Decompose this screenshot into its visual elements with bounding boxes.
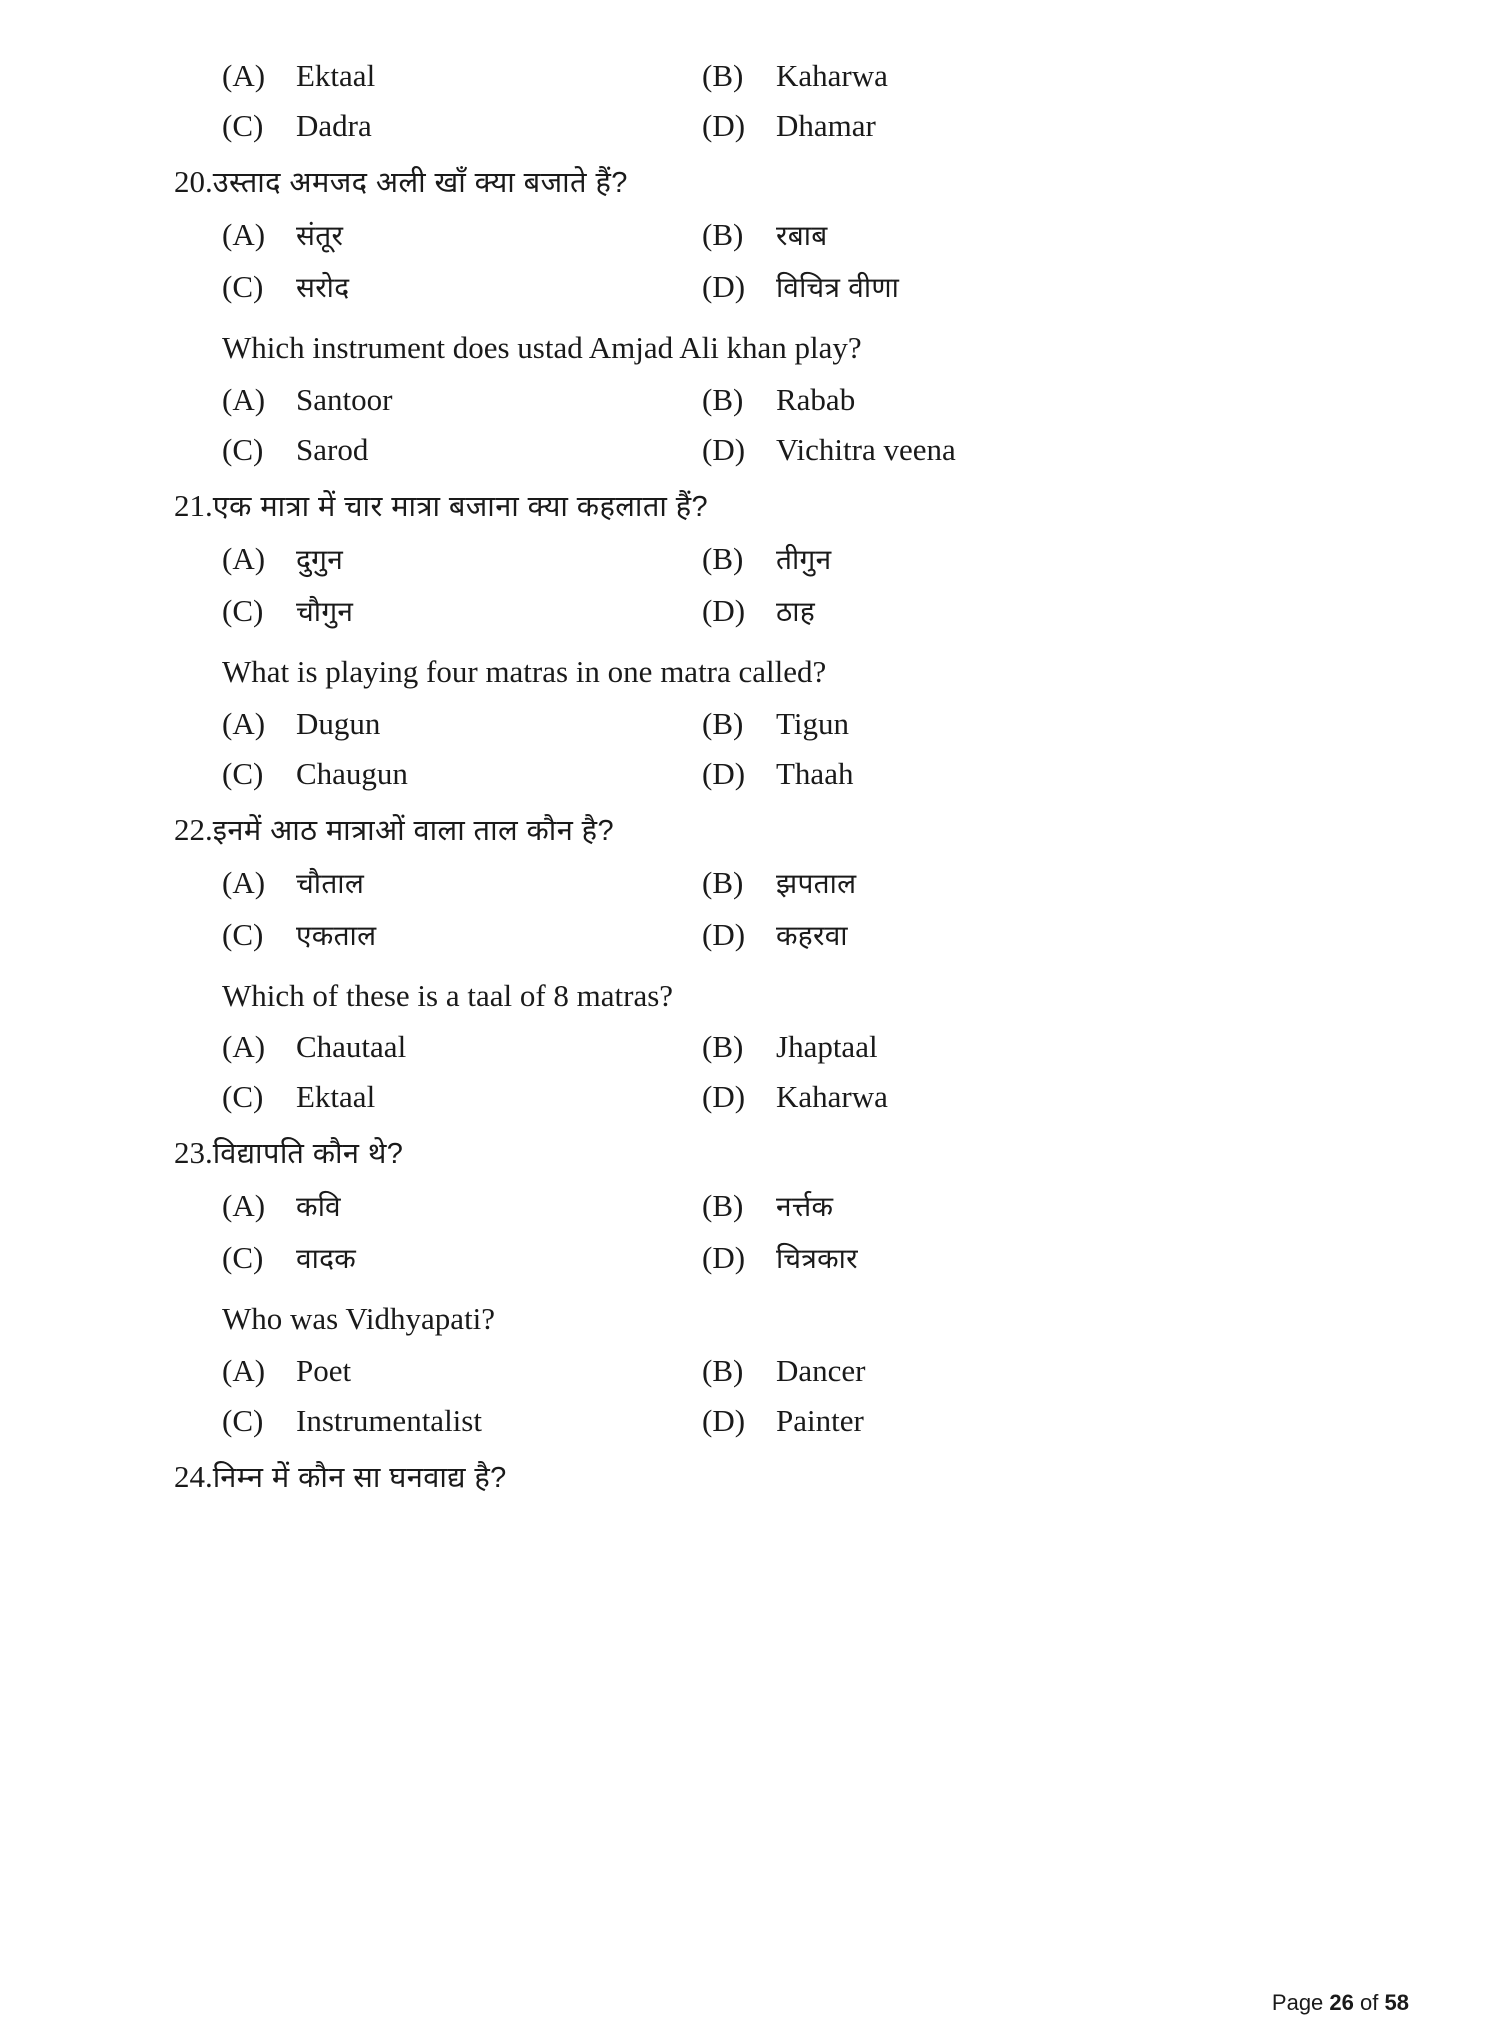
option-choice[interactable] bbox=[702, 916, 1292, 954]
option-choice[interactable] bbox=[702, 592, 1292, 630]
option-label: (D) bbox=[702, 755, 746, 791]
option-label: (A) bbox=[222, 1353, 266, 1389]
question-stem-translated bbox=[222, 1299, 1292, 1339]
option-text: Thaah bbox=[776, 755, 854, 791]
option-choice[interactable] bbox=[702, 864, 1292, 902]
option-choice[interactable] bbox=[222, 1079, 702, 1115]
option-choice[interactable] bbox=[222, 756, 702, 792]
option-label: (A) bbox=[222, 217, 266, 253]
option-choice[interactable] bbox=[222, 592, 702, 630]
question-text: Who was Vidhyapati? bbox=[222, 1301, 496, 1337]
option-row bbox=[222, 1029, 1292, 1065]
option-label: (D) bbox=[702, 592, 746, 628]
question-number: 23. bbox=[174, 1135, 213, 1171]
option-text: कहरवा bbox=[776, 919, 848, 951]
option-label: (C) bbox=[222, 269, 264, 305]
option-row bbox=[222, 540, 1292, 578]
option-text: नर्त्तक bbox=[776, 1191, 834, 1223]
option-row bbox=[222, 592, 1292, 630]
option-label: (A) bbox=[222, 540, 266, 576]
option-text: संतूर bbox=[296, 220, 344, 252]
option-text: Kaharwa bbox=[776, 58, 888, 93]
option-text: Jhaptaal bbox=[776, 1029, 878, 1065]
option-choice[interactable] bbox=[702, 382, 1292, 418]
option-label: (C) bbox=[222, 431, 264, 467]
option-label: (B) bbox=[702, 1188, 744, 1224]
option-text: Ektaal bbox=[296, 58, 376, 93]
option-label: (B) bbox=[702, 864, 744, 900]
option-text: Poet bbox=[296, 1353, 352, 1389]
option-choice[interactable] bbox=[222, 382, 702, 418]
option-choice[interactable] bbox=[702, 216, 1292, 254]
option-label: (A) bbox=[222, 705, 266, 741]
footer-page-word: Page bbox=[1271, 1990, 1324, 2015]
option-choice[interactable] bbox=[222, 1403, 702, 1439]
option-row bbox=[222, 1239, 1292, 1277]
option-text: Sarod bbox=[296, 431, 369, 467]
option-choice[interactable] bbox=[222, 108, 702, 144]
question-text: Which of these is a taal of 8 matras? bbox=[222, 977, 674, 1013]
option-choice[interactable] bbox=[702, 268, 1292, 306]
option-choice[interactable] bbox=[702, 1403, 1292, 1439]
option-label: (A) bbox=[222, 864, 266, 900]
option-choice[interactable] bbox=[702, 756, 1292, 792]
option-row bbox=[222, 268, 1292, 306]
question-text: निम्न में कौन सा घनवाद्य है? bbox=[212, 1462, 507, 1495]
option-text: रबाब bbox=[776, 220, 828, 252]
option-choice[interactable] bbox=[222, 1029, 702, 1065]
option-text: सरोद bbox=[296, 272, 350, 304]
question-text: एक मात्रा में चार मात्रा बजाना क्या कहलाता हैं? bbox=[212, 490, 709, 523]
option-label: (A) bbox=[222, 1188, 266, 1224]
footer-total-pages: 58 bbox=[1384, 1990, 1409, 2015]
option-text: कवि bbox=[296, 1191, 341, 1223]
option-row bbox=[222, 58, 1292, 94]
footer-current-page: 26 bbox=[1329, 1990, 1354, 2015]
option-label: (C) bbox=[222, 592, 264, 628]
question-number: 24. bbox=[174, 1459, 213, 1495]
option-label: (D) bbox=[702, 108, 746, 143]
footer-of-word: of bbox=[1360, 1990, 1379, 2015]
option-text: चौगुन bbox=[296, 595, 354, 627]
option-text: वादक bbox=[296, 1243, 357, 1275]
option-choice[interactable] bbox=[222, 916, 702, 954]
option-text: चित्रकार bbox=[776, 1243, 858, 1275]
option-text: झपताल bbox=[776, 867, 857, 899]
option-choice[interactable] bbox=[222, 864, 702, 902]
option-row bbox=[222, 1187, 1292, 1225]
question-text: Which instrument does ustad Amjad Ali khan play? bbox=[222, 330, 862, 366]
option-label: (C) bbox=[222, 1079, 264, 1115]
question-stem-translated bbox=[222, 652, 1292, 692]
question-list bbox=[174, 44, 1292, 1501]
question-stem bbox=[174, 1133, 1292, 1173]
option-label: (D) bbox=[702, 269, 746, 305]
option-text: Tigun bbox=[776, 705, 849, 741]
option-row bbox=[222, 382, 1292, 418]
option-label: (C) bbox=[222, 1240, 264, 1276]
option-choice[interactable] bbox=[222, 540, 702, 578]
option-text: तीगुन bbox=[776, 543, 832, 575]
option-choice[interactable] bbox=[222, 432, 702, 468]
option-choice[interactable] bbox=[702, 58, 1292, 94]
option-text: एकताल bbox=[296, 919, 377, 951]
question-text: इनमें आठ मात्राओं वाला ताल कौन है? bbox=[212, 814, 614, 847]
option-text: Dugun bbox=[296, 705, 381, 741]
question-text: विद्यापति कौन थे? bbox=[212, 1138, 404, 1171]
option-label: (A) bbox=[222, 381, 266, 417]
option-text: दुगुन bbox=[296, 543, 344, 575]
option-choice[interactable] bbox=[222, 268, 702, 306]
question-stem-translated bbox=[222, 328, 1292, 368]
option-row bbox=[222, 216, 1292, 254]
question-stem-translated bbox=[222, 976, 1292, 1016]
question-stem bbox=[174, 1457, 1292, 1497]
option-choice[interactable] bbox=[702, 1079, 1292, 1115]
option-label: (A) bbox=[222, 1029, 266, 1065]
option-label: (D) bbox=[702, 916, 746, 952]
option-row bbox=[222, 706, 1292, 742]
option-label: (D) bbox=[702, 1403, 746, 1439]
option-label: (B) bbox=[702, 705, 744, 741]
option-label: (B) bbox=[702, 1353, 744, 1389]
question-stem bbox=[174, 810, 1292, 850]
option-text: ठाह bbox=[776, 595, 815, 627]
question-number: 22. bbox=[174, 811, 213, 847]
option-text: Chaugun bbox=[296, 755, 408, 791]
option-row bbox=[222, 916, 1292, 954]
option-row bbox=[222, 1353, 1292, 1389]
question-stem bbox=[174, 162, 1292, 202]
option-label: (B) bbox=[702, 1029, 744, 1065]
option-text: Instrumentalist bbox=[296, 1403, 482, 1439]
option-label: (C) bbox=[222, 108, 264, 143]
option-label: (B) bbox=[702, 217, 744, 253]
option-choice[interactable] bbox=[222, 216, 702, 254]
option-row bbox=[222, 1403, 1292, 1439]
option-choice[interactable] bbox=[702, 432, 1292, 468]
option-choice[interactable] bbox=[702, 706, 1292, 742]
question-number: 20. bbox=[174, 164, 213, 199]
option-label: (B) bbox=[702, 381, 744, 417]
option-text: Painter bbox=[776, 1403, 864, 1439]
option-label: (C) bbox=[222, 916, 264, 952]
question-number: 21. bbox=[174, 487, 213, 523]
option-choice[interactable] bbox=[702, 1187, 1292, 1225]
option-text: Kaharwa bbox=[776, 1079, 888, 1115]
option-text: Dadra bbox=[296, 108, 372, 143]
option-text: Santoor bbox=[296, 381, 393, 417]
option-choice[interactable] bbox=[702, 1239, 1292, 1277]
option-choice[interactable] bbox=[222, 1239, 702, 1277]
option-choice[interactable] bbox=[702, 1029, 1292, 1065]
page-footer bbox=[1272, 1990, 1409, 2016]
option-row bbox=[222, 864, 1292, 902]
option-label: (B) bbox=[702, 58, 744, 93]
option-choice[interactable] bbox=[222, 1353, 702, 1389]
option-text: विचित्र वीणा bbox=[776, 272, 900, 304]
option-text: Ektaal bbox=[296, 1079, 376, 1115]
option-label: (C) bbox=[222, 755, 264, 791]
option-label: (B) bbox=[702, 540, 744, 576]
question-text: उस्ताद अमजद अली खाँ क्या बजाते हैं? bbox=[212, 167, 628, 199]
question-text: What is playing four matras in one matra called? bbox=[222, 653, 827, 689]
option-row bbox=[222, 108, 1292, 144]
option-row bbox=[222, 756, 1292, 792]
option-text: चौताल bbox=[296, 867, 365, 899]
option-text: Dancer bbox=[776, 1353, 866, 1389]
option-label: (D) bbox=[702, 1240, 746, 1276]
option-choice[interactable] bbox=[222, 1187, 702, 1225]
option-choice[interactable] bbox=[702, 540, 1292, 578]
option-text: Rabab bbox=[776, 381, 856, 417]
option-label: (A) bbox=[222, 58, 266, 93]
option-choice[interactable] bbox=[222, 706, 702, 742]
option-text: Vichitra veena bbox=[776, 431, 956, 467]
option-row bbox=[222, 1079, 1292, 1115]
option-choice[interactable] bbox=[702, 108, 1292, 144]
option-text: Dhamar bbox=[776, 108, 876, 143]
option-label: (C) bbox=[222, 1403, 264, 1439]
option-label: (D) bbox=[702, 1079, 746, 1115]
option-choice[interactable] bbox=[702, 1353, 1292, 1389]
question-stem bbox=[174, 486, 1292, 526]
option-label: (D) bbox=[702, 431, 746, 467]
option-choice[interactable] bbox=[222, 58, 702, 94]
option-row bbox=[222, 432, 1292, 468]
option-text: Chautaal bbox=[296, 1029, 407, 1065]
